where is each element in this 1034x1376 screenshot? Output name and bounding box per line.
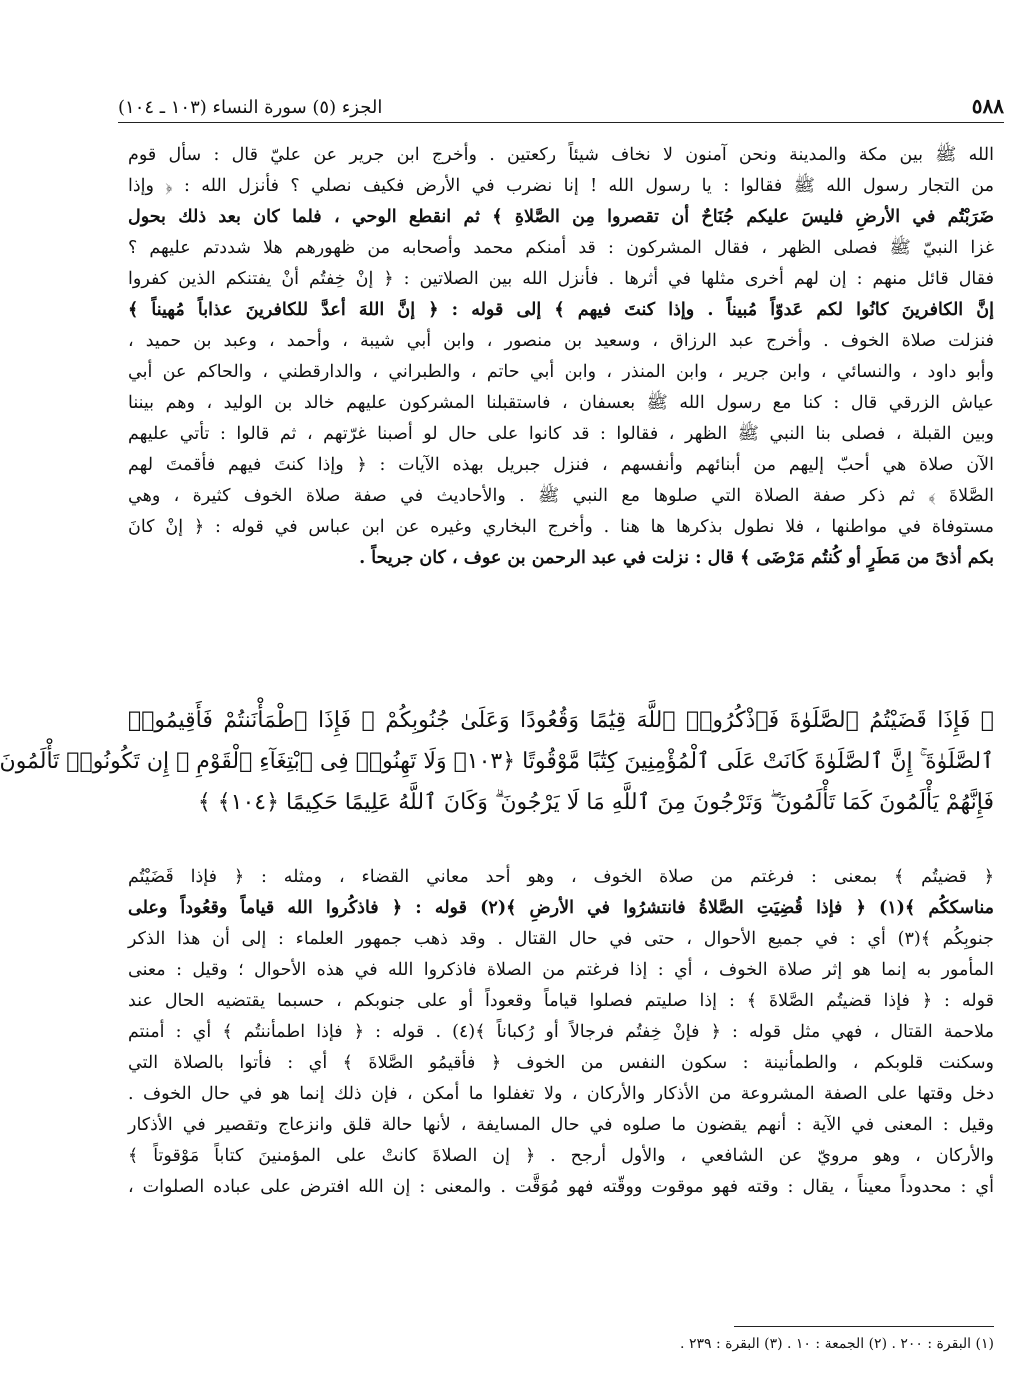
verse-line: ٱلصَّلَوٰةَ ۚ إِنَّ ٱلصَّلَوٰةَ كَانَتْ عَلَى ٱلْمُؤْمِنِينَ كِتَٰبًا مَّوْقُوتًا ﴿١٠٣﴾ وَلَا تَهِنُوا۟ فِى ٱبْتِغَآءِ ٱلْقَوْمِ ۖ إِن تَكُونُوا۟ تَأْلَمُونَ (0, 749, 994, 774)
text-line: فقال قائل منهم : إن لهم أخرى مثلها في أثرها . فأنزل الله بين الصلاتين : ﴿ إنْ خِفتُم أنْ يفتنكم الذين كفروا (128, 269, 994, 289)
running-title: الجزء (٥) سورة النساء (١٠٣ ـ ١٠٤) (118, 97, 383, 118)
text-line: الصَّلاةَ ﴾ ثم ذكر صفة الصلاة التي صلوها مع النبي ﷺ . والأحاديث في صفة صلاة الخوف كثيرة ، وهي (128, 486, 994, 506)
text-line: الله ﷺ بين مكة والمدينة ونحن آمنون لا نخاف شيئاً ركعتين . وأخرج ابن جرير عن عليّ قال : سأل قوم (128, 145, 994, 165)
text-line: ملاحمة القتال ، فهي مثل قوله : ﴿ فإنْ خِفتُم فرجالاً أو رُكباناً ﴾(٤) . قوله : ﴿ فإذا اطمأننتُم ﴾ أي : أمنتم (128, 1022, 994, 1042)
page-number: ٥٨٨ (971, 94, 1004, 118)
text-line: فنزلت صلاة الخوف . وأخرج عبد الرزاق ، وسعيد بن منصور ، وابن أبي شيبة ، وأحمد ، وعبد بن حميد ، (128, 331, 994, 351)
paragraph-1 (128, 140, 994, 574)
page-header (118, 88, 1004, 123)
text-line: وأبو داود ، والنسائي ، وابن جرير ، وابن المنذر ، وابن أبي حاتم ، والطبراني ، والدارقطني ، والحاكم عن أبي (128, 362, 994, 382)
text-line: عياش الزرقي قال : كنا مع رسول الله ﷺ بعسفان ، فاستقبلنا المشركون عليهم خالد بن الوليد ، وهم بيننا (128, 393, 994, 413)
quran-verses (0, 700, 994, 823)
text-line: ضَرَبْتُم في الأرضِ فليسَ عليكم جُنَاحٌ أن تقصروا مِن الصَّلاةِ ﴾ ثم انقطع الوحي ، فلما كان بعد ذلك بحول (128, 207, 994, 227)
verse-line: فَإِنَّهُمْ يَأْلَمُونَ كَمَا تَأْلَمُونَ ۖ وَتَرْجُونَ مِنَ ٱللَّهِ مَا لَا يَرْجُونَ ۗ وَكَانَ ٱللَّهُ عَلِيمًا حَكِيمًا ﴿١٠٤﴾ ﴾ (197, 790, 994, 815)
text-line: أي : محدوداً معيناً ، يقال : وقته فهو موقوت ووقّته فهو مُوَقَّت . والمعنى : إن الله افترض على عباده الصلوات ، (128, 1177, 994, 1197)
text-line: من التجار رسول الله ﷺ فقالوا : يا رسول الله ! إنا نضرب في الأرض فكيف نصلي ؟ فأنزل الله : ﴿ وإذا (128, 176, 994, 196)
text-line: قوله : ﴿ فإذا قضيتُم الصَّلاةَ ﴾ : إذا صليتم فصلوا قياماً وقعوداً أو على جنوبكم ، حسبما يقتضيه الحال عند (128, 991, 994, 1011)
text-line: مستوفاة في مواطنها ، فلا نطول بذكرها ها هنا . وأخرج البخاري وغيره عن ابن عباس في قوله : ﴿ إنْ كانَ (128, 517, 994, 537)
text-line: وبين القبلة ، فصلى بنا النبي ﷺ الظهر ، فقالوا : قد كانوا على حال لو أصبنا غرّتهم ، ثم قالوا : تأتي عليهم (128, 424, 994, 444)
text-line: وقيل : المعنى في الآية : أنهم يقضون ما صلوه في حال المسايفة ، لأنها حالة قلق وانزعاج وتقصير في الأذكار (128, 1115, 994, 1135)
text-line: الآن صلاة هي أحبّ إليهم من أبنائهم وأنفسهم ، فنزل جبريل بهذه الآيات : ﴿ وإذا كنتَ فيهم فأقمتَ لهم (128, 455, 994, 475)
footnotes: (١) البقرة : ٢٠٠ . (٢) الجمعة : ١٠ . (٣) البقرة : ٢٣٩ . (680, 1336, 994, 1352)
footnote-divider (734, 1326, 994, 1327)
text-line: مناسككُم ﴾(١) ﴿ فإذا قُضِيَتِ الصَّلاةُ فانتشرُوا في الأرضِ ﴾(٢) قوله : ﴿ فاذكُروا الله قياماً وقعُوداً وعلى (128, 898, 994, 918)
text-line: ﴿ قضيتُم ﴾ بمعنى : فرغتم من صلاة الخوف ، وهو أحد معاني القضاء ، ومثله : ﴿ فإذا قَضَيْتُم (128, 867, 994, 887)
text-line: إنَّ الكافرينَ كانُوا لكم عَدوّاً مُبيناً . وإذا كنتَ فيهم ﴾ إلى قوله : ﴿ إنَّ اللهَ أعدَّ للكافرينَ عذاباً مُهيناً ﴾ (128, 300, 994, 320)
verse-line: ﴿ فَإِذَا قَضَيْتُمُ ٱلصَّلَوٰةَ فَٱذْكُرُوا۟ ٱللَّهَ قِيَٰمًا وَقُعُودًا وَعَلَىٰ جُنُوبِكُمْ ۚ فَإِذَا ٱطْمَأْنَنتُمْ فَأَقِيمُوا۟ (128, 708, 994, 733)
text-line: والأركان ، وهو مرويّ عن الشافعي ، والأول أرجح . ﴿ إن الصلاةَ كانتْ على المؤمنينَ كتاباً مَوْقوتاً ﴾ (128, 1146, 994, 1166)
text-line: غزا النبيّ ﷺ فصلى الظهر ، فقال المشركون : قد أمنكم محمد وأصحابه من ظهورهم هلا شددتم عليهم ؟ (128, 238, 994, 258)
text-line: المأمور به إنما هو إثر صلاة الخوف ، أي : إذا فرغتم من الصلاة فاذكروا الله في هذه الأحوال ؛ وقيل : معنى (128, 960, 994, 980)
paragraph-2 (128, 862, 994, 1203)
text-line: دخل وقتها على الصفة المشروعة من الأذكار والأركان ، ولا تغفلوا ما أمكن ، فإن ذلك إنما هو في حال الخوف . (128, 1084, 994, 1104)
text-line: وسكنت قلوبكم ، والطمأنينة : سكون النفس من الخوف ﴿ فأقيمُو الصَّلاةَ ﴾ أي : فأتوا بالصلاة التي (128, 1053, 994, 1073)
text-line: بكم أذىً من مَطَرٍ أو كُنتُم مَرْضَى ﴾ قال : نزلت في عبد الرحمن بن عوف ، كان جريحاً . (359, 548, 994, 568)
text-line: جنوبِكُم ﴾(٣) أي : في جميع الأحوال ، حتى في حال القتال . وقد ذهب جمهور العلماء : إلى أن هذا الذكر (128, 929, 995, 949)
